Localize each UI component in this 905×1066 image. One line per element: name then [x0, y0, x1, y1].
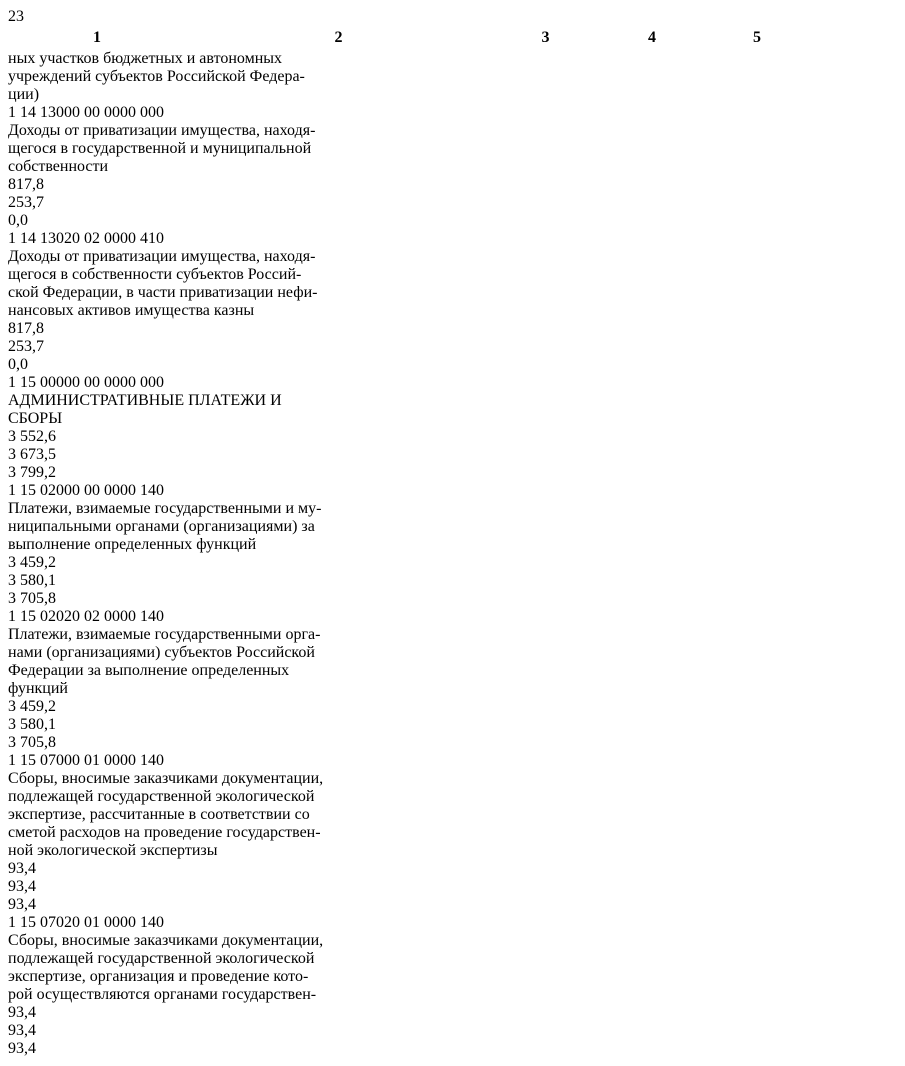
value-col-4: 3 580,1 [8, 716, 56, 733]
table-header [8, 26, 810, 50]
value-col-3: 3 552,6 [8, 428, 56, 445]
value-col-4: 253,7 [8, 338, 44, 355]
row-description: Доходы от приватизации имущества, находя- щегося в собственности субъектов Россий- ской Федерации, в части приватизации нефи- нансовых активов имущества казны [8, 248, 318, 319]
row-description: ных участков бюджетных и автономных учреждений субъектов Российской Федера- ции) [8, 50, 305, 103]
table-row [8, 230, 897, 374]
table-row [8, 914, 897, 1058]
table-row [8, 374, 897, 482]
row-description: Доходы от приватизации имущества, находя- щегося в государственной и муниципальной собственности [8, 122, 316, 175]
value-col-4: 253,7 [8, 194, 44, 211]
budget-code: 1 15 02020 02 0000 140 [8, 608, 164, 625]
value-col-3: 93,4 [8, 1004, 36, 1021]
value-col-4: 93,4 [8, 1022, 36, 1039]
table-row [8, 104, 897, 230]
value-col-4: 93,4 [8, 878, 36, 895]
value-col-5: 0,0 [8, 212, 28, 229]
column-header-2: 2 [334, 29, 343, 46]
value-col-5: 3 705,8 [8, 590, 56, 607]
value-col-3: 3 459,2 [8, 698, 56, 715]
value-col-5: 3 799,2 [8, 464, 56, 481]
budget-code: 1 15 07020 01 0000 140 [8, 914, 164, 931]
row-description: Сборы, вносимые заказчиками документации, подлежащей государственной экологической экспертизе, организация и проведение кото- рой осуществляются органами государствен- [8, 932, 324, 1003]
column-header-1: 1 [93, 29, 101, 46]
value-col-4: 3 580,1 [8, 572, 56, 589]
continuation-row [8, 50, 897, 104]
budget-code: 1 15 07000 01 0000 140 [8, 752, 164, 769]
row-description: Платежи, взимаемые государственными и му- ниципальными органами (организациями) за выполнение определенных функций [8, 500, 322, 553]
value-col-3: 3 459,2 [8, 554, 56, 571]
row-description: АДМИНИСТРАТИВНЫЕ ПЛАТЕЖИ И СБОРЫ [8, 392, 282, 427]
budget-code: 1 15 02000 00 0000 140 [8, 482, 164, 499]
row-description: Платежи, взимаемые государственными орга- нами (организациями) субъектов Российской Федерации за выполнение определенных функций [8, 626, 321, 697]
row-description: Сборы, вносимые заказчиками документации, подлежащей государственной экологической экспертизе, рассчитанные в соответствии со сметой расходов на проведение государствен- ной экологической экспертизы [8, 770, 324, 859]
budget-code: 1 14 13000 00 0000 000 [8, 104, 164, 121]
column-header-5: 5 [753, 29, 761, 46]
value-col-4: 3 673,5 [8, 446, 56, 463]
value-col-3: 93,4 [8, 860, 36, 877]
value-col-5: 93,4 [8, 1040, 36, 1057]
table-row [8, 608, 897, 752]
budget-code: 1 14 13020 02 0000 410 [8, 230, 164, 247]
budget-code: 1 15 00000 00 0000 000 [8, 374, 164, 391]
column-header-3: 3 [541, 29, 550, 46]
table-body [8, 50, 897, 1058]
table-row [8, 752, 897, 914]
column-header-4: 4 [648, 29, 656, 46]
value-col-5: 93,4 [8, 896, 36, 913]
value-col-5: 0,0 [8, 356, 28, 373]
value-col-3: 817,8 [8, 320, 44, 337]
value-col-3: 817,8 [8, 176, 44, 193]
value-col-5: 3 705,8 [8, 734, 56, 751]
table-row [8, 482, 897, 608]
page-number: 23 [8, 8, 24, 25]
